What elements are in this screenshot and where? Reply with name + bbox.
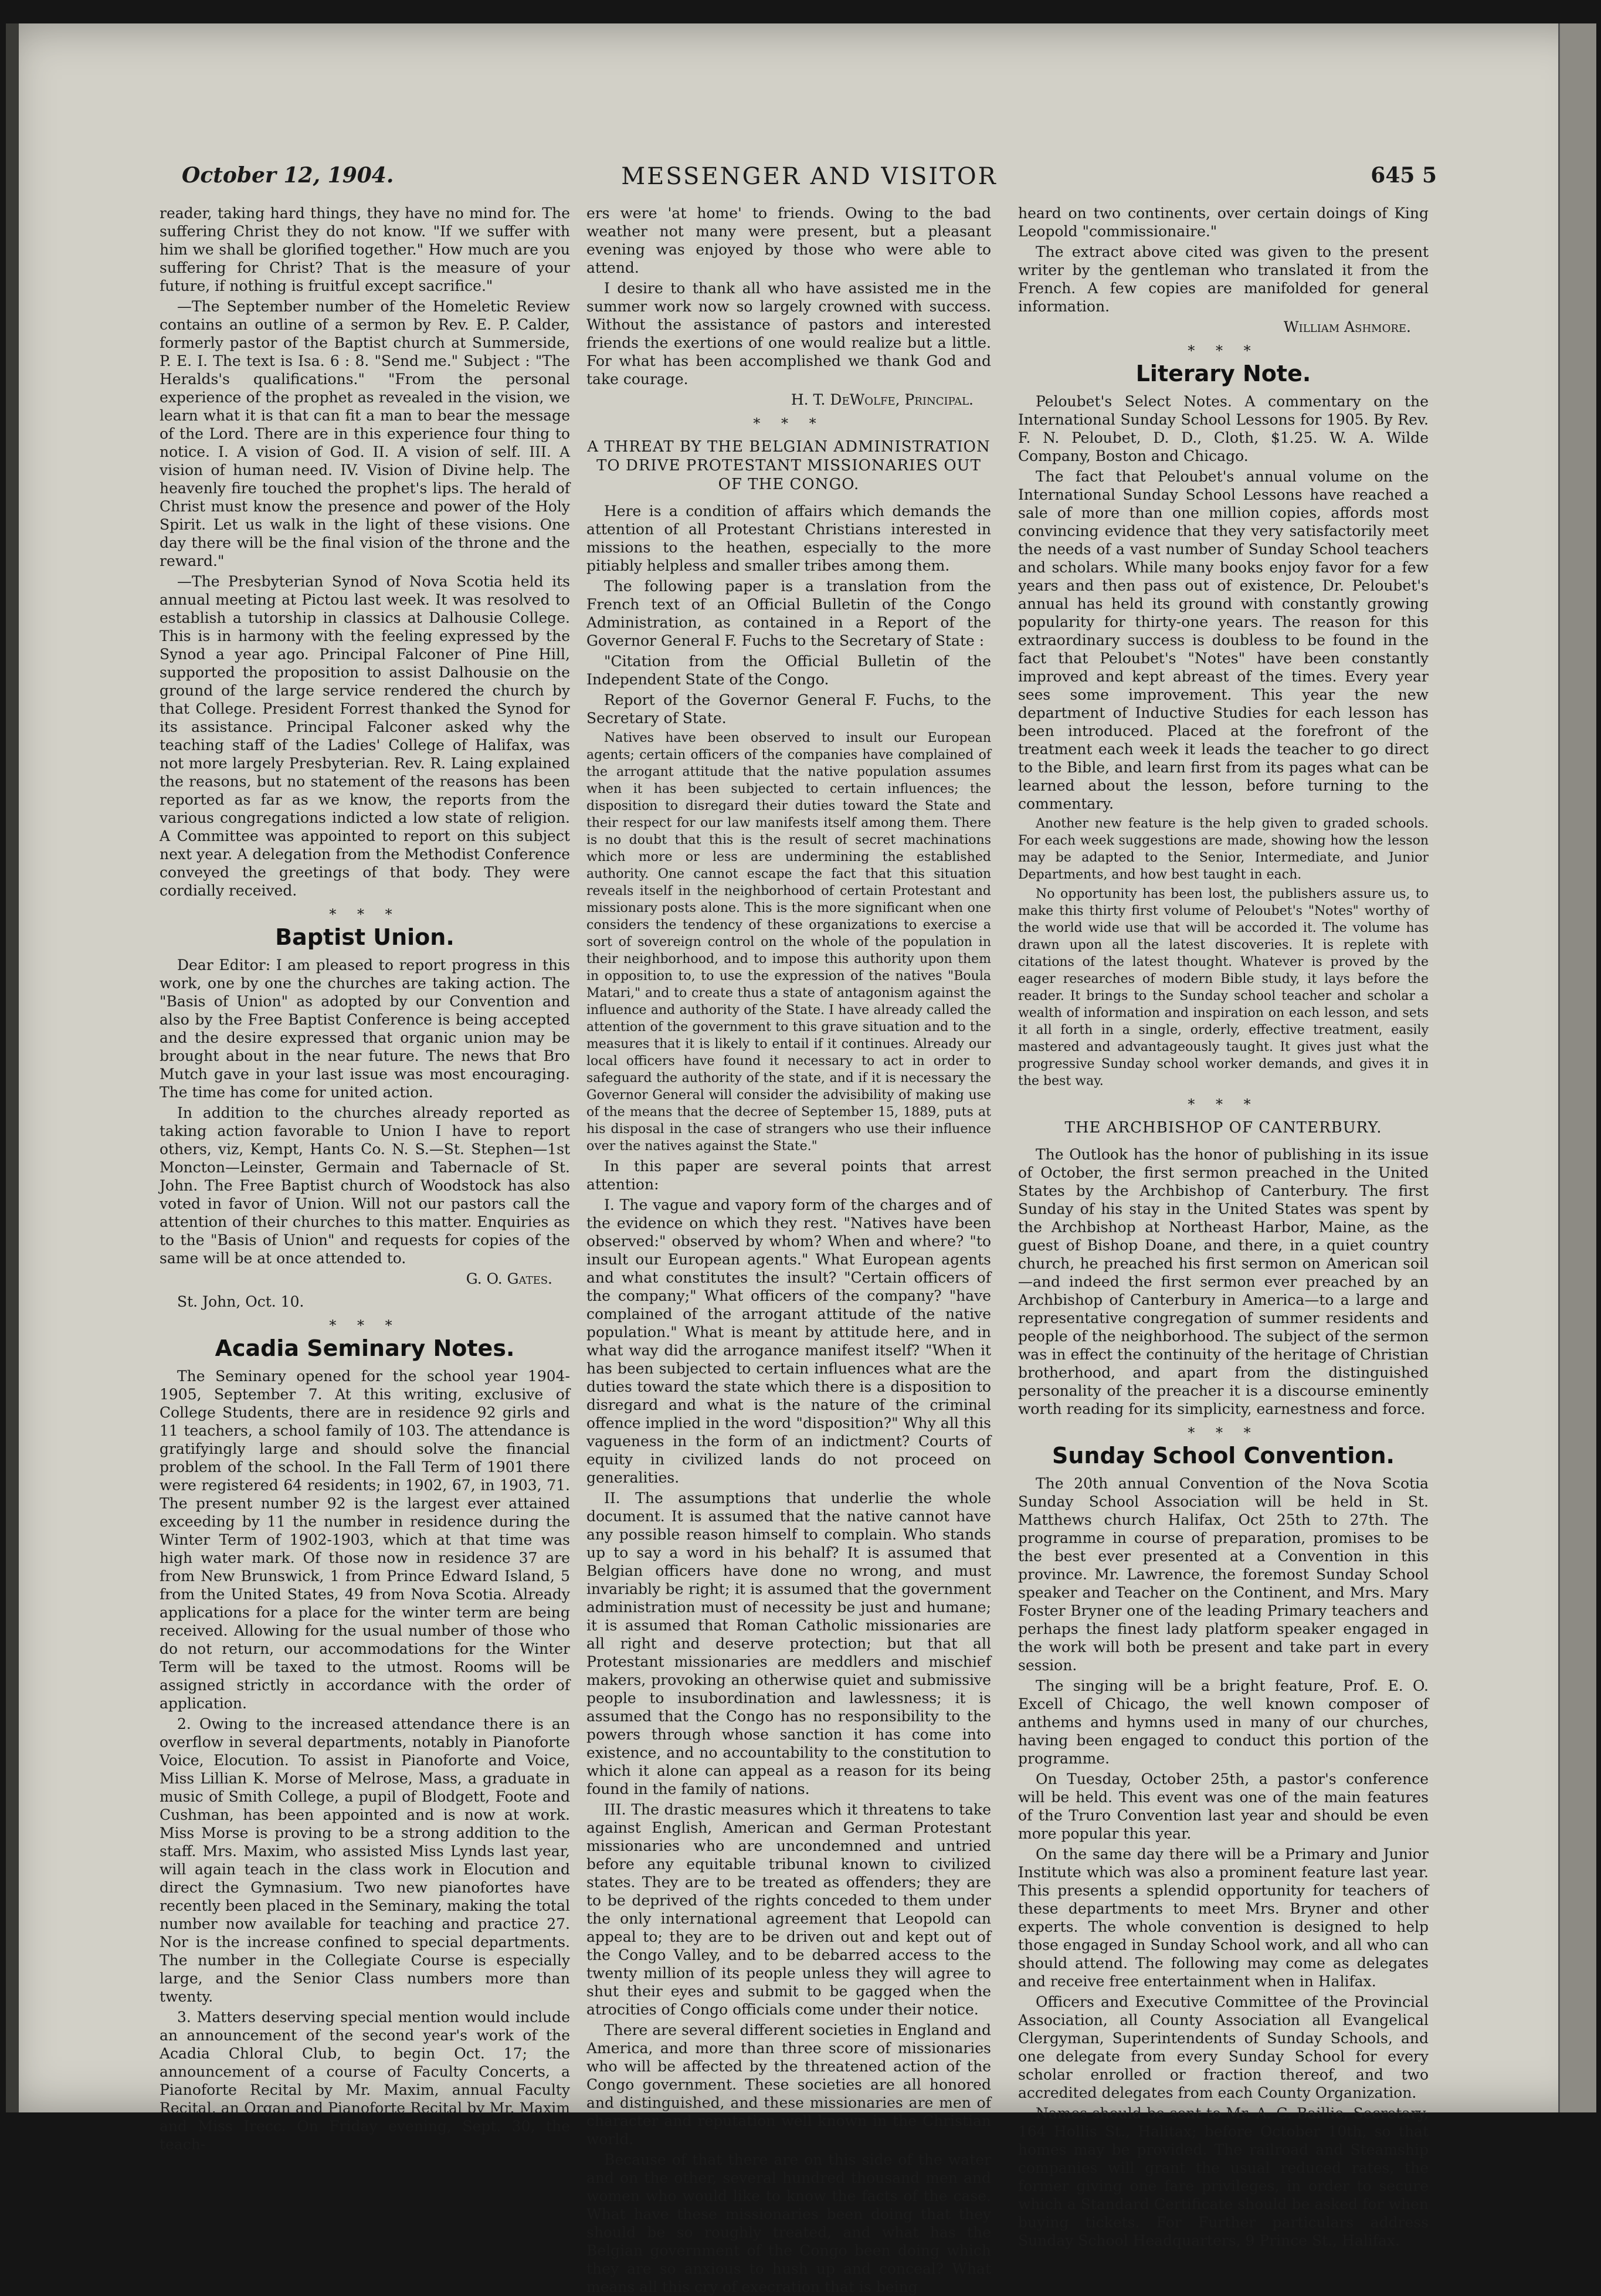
paragraph: —The September number of the Homeletic Review contains an outline of a sermon by Rev. E. P. Calder, formerly pastor of the Baptist church at Summerside, P. E. I. The text is Isa. 6 : 8. "Send me." Subject : "The Heralds's qualifications." "From the personal experience of the prophet as revealed in the vision, we learn what it is that can fit a man to bear the message of the Lord. There are in this experience four thing to notice. I. A vision of God. II. A vision of self. III. A vision of human need. IV. Vision of Divine help. The heavenly fire touched the prophet's lips. The herald of Christ must know the presence and power of the Holy Spirit. Let us walk in the light of these visions. One day there will be the final vision of the throne and the reward." [160, 298, 570, 569]
paragraph: On Tuesday, October 25th, a pastor's conference will be held. This event was one of the main features of the Truro Convention last year and should be even more popular this year. [1018, 1771, 1429, 1842]
paragraph: No opportunity has been lost, the publishers assure us, to make this thirty first volume of Peloubet's "Notes" worthy of the world wide use that will be accorded it. The volume has drawn upon all the latest discoveries. It is replete with citations of the latest thought. Whatever is proved by the eager researches of modern Bible study, it lays before the reader. It brings to the Sunday school teacher and scholar a wealth of information and inspiration on each lesson, and sets it all forth in a single, orderly, effective treatment, easily mastered and advantageously taught. It gives just what the progressive Sunday school worker demands, and gives it in the best way. [1018, 887, 1429, 1088]
paragraph: The singing will be a bright feature, Prof. E. O. Excell of Chicago, the well known composer of anthems and hymns used in many of our churches, having been engaged to conduct this portion of the programme. [1018, 1677, 1429, 1767]
page-number: 645 5 [1371, 163, 1437, 188]
paragraph: reader, taking hard things, they have no mind for. The suffering Christ they do not know. "If we suffer with him we shall be glorified together." How much are you suffering for Christ? That is the measure of your future, if nothing is fruitful except sacrifice." [160, 205, 570, 294]
paragraph: In this paper are several points that arrest attention: [586, 1158, 991, 1193]
paragraph: In addition to the churches already reported as taking action favorable to Union I have to report others, viz, Kempt, Hants Co. N. S.—St. Stephen—1st Moncton—Leinster, Germain and Tabernacle of St. John. The Free Baptist church of Woodstock has also voted in favor of Union. Will not our pastors call the attention of their churches to this matter. Enquiries as to the "Basis of Union" and requests for copies of the same will be at once attended to. [160, 1104, 570, 1267]
paragraph: Peloubet's Select Notes. A commentary on the International Sunday School Lessons for 1905. By Rev. F. N. Peloubet, D. D., Cloth, $1.25. W. A. Wilde Company, Boston and Chicago. [1018, 393, 1429, 464]
heading-belgian-threat: A THREAT BY THE BELGIAN ADMINISTRATION TO DRIVE PROTESTANT MISSIONARIES OUT OF THE CONGO. [587, 438, 991, 493]
paragraph: III. The drastic measures which it threatens to take against English, American and German Protestant missionaries who are uncondemned and untried before any equitable tribunal known to civilized states. They are to be treated as offenders; they are to be deprived of the rights conceded to them under the only international agreement that Leopold can appeal to; they are to be driven out and kept out of the Congo Valley, and to be debarred access to the twenty million of its people unless they will agree to shut their eyes and submit to be gagged when the atrocities of Congo officials come under their notice. [586, 1801, 991, 2018]
paragraph: 2. Owing to the increased attendance there is an overflow in several departments, notably in Pianoforte Voice, Elocution. To assist in Pianoforte and Voice, Miss Lillian K. Morse of Melrose, Mass, a graduate in music of Smith College, a pupil of Blodgett, Foote and Cushman, has been appointed and is now at work. Miss Morse is proving to be a strong addition to the staff. Mrs. Maxim, who assisted Miss Lynds last year, will again teach in the class work in Elocution and direct the Gymnasium. Two new pianofortes have recently been placed in the Seminary, making the total number now available for teaching and practice 27. Nor is the increase confined to special departments. The number in the Collegiate Course is especially large, and the Senior Class numbers more than twenty. [160, 1715, 570, 2005]
paragraph: The Outlook has the honor of publishing in its issue of October, the first sermon preached in the United States by the Archbishop of Canterbury. The first Sunday of his stay in the United States was spent by the Archbishop at Northeast Harbor, Maine, as the guest of Bishop Doane, and there, in a quiet country church, he preached his first sermon on American soil—and indeed the first sermon ever preached by an Archbishop of Canterbury in America—to a large and representative congregation of summer residents and people of the neighborhood. The subject of the sermon was in effect the continuity of the heritage of Christian brotherhood, and apart from the distinguished personality of the preacher it is a discourse eminently worth reading for its simplicity, earnestness and force. [1018, 1146, 1429, 1417]
paragraph: The Seminary opened for the school year 1904-1905, September 7. At this writing, exclusive of College Students, there are in residence 92 girls and 11 teachers, a school family of 103. The attendance is gratifyingly large and should solve the financial problem of the school. In the Fall Term of 1901 there were registered 64 residents; in 1902, 67, in 1903, 71. The present number 92 is the largest ever attained exceeding by 11 the number in residence during the Winter Term of 1902-1903, which at that time was high water mark. Of those now in residence 37 are from New Brunswick, 1 from Prince Edward Island, 5 from the United States, 49 from Nova Scotia. Already applications for a place for the winter term are being received. Allowing for the usual number of those who do not return, our accommodations for the Winter Term will be taxed to the utmost. Rooms will be assigned strictly in accordance with the order of application. [160, 1368, 570, 1712]
column-3 [1018, 204, 1429, 2249]
paragraph: 3. Matters deserving special mention would include an announcement of the second year's work of the Acadia Chloral Club, to begin Oct. 17; the announcement of a course of Faculty Concerts, a Pianoforte Recital by Mr. Maxim, annual Faculty Recital, an Organ and Pianoforte Recital by Mr. Maxim and Miss Irecc. On Friday evening, Sept. 30, the teach- [160, 2009, 570, 2153]
heading-literary-note: Literary Note. [1135, 361, 1311, 386]
paragraph: heard on two continents, over certain doings of King Leopold "commissionaire." [1018, 205, 1429, 240]
signature: H. T. DeWolfe, Principal. [791, 391, 974, 408]
quote: Report of the Governor General F. Fuchs, to the Secretary of State. [586, 691, 991, 727]
separator: * * * [1188, 1425, 1259, 1441]
separator: * * * [329, 906, 401, 923]
heading-sunday-school-convention: Sunday School Convention. [1052, 1443, 1395, 1469]
newspaper-page [6, 23, 1596, 2295]
heading-archbishop: THE ARCHBISHOP OF CANTERBURY. [1064, 1119, 1382, 1137]
paragraph: II. The assumptions that underlie the whole document. It is assumed that the native cannot have any possible reason himself to complain. Who stands up to say a word in his behalf? It is assumed that Belgian officers have done no wrong, and must invariably be right; it is assumed that the government administration must of necessity be just and humane; it is assumed that Roman Catholic missionaries are all right and deserve protection; but that all Protestant missionaries are meddlers and mischief makers, provoking an otherwise quiet and submissive people to insubordination and lawlessness; it is assumed that the Congo has no responsibility to the powers through whose sanction it has come into existence, and no accountability to the constitution to which it alone can appeal as a reason for its being found in the family of nations. [586, 1490, 991, 1798]
paragraph: The extract above cited was given to the present writer by the gentleman who translated it from the French. A few copies are manifolded for general information. [1018, 243, 1429, 315]
paragraph: The 20th annual Convention of the Nova Scotia Sunday School Association will be held in St. Matthews church Halifax, Oct 25th to 27th. The programme in course of preparation, promises to be the best ever presented at a Convention in this province. Mr. Lawrence, the foremost Sunday School speaker and Teacher on the Continent, and Mrs. Mary Foster Bryner one of the leading Primary teachers and perhaps the finest lady platform speaker engaged in the work will both be present and take part in every session. [1018, 1475, 1429, 1674]
signature: G. O. Gates. [466, 1270, 552, 1287]
separator: * * * [329, 1317, 401, 1334]
paragraph: Names should be sent to Mr. A. C. Baillie, Secretary, 164 Hollis St., Halitax; before October 10th, so that homes may be provided. The railroad and Steamship companies will grant the usual reduced rates, the former giving one fare privileges, in order to secure which a Standard Certificate should be asked for when buying tickets. For Further particulars address Sunday School Headquarters, 9 Prince St., Halifax. [1018, 2105, 1429, 2249]
scan-edge-right [1558, 23, 1596, 2112]
paragraph: Officers and Executive Committee of the Provincial Association, all County Association all Evangelical Clergyman, Superintendents of Sunday Schools, and one delegate from every Sunday School for every scholar enrolled or fraction thereof, and two accredited delegates from each County Organization. [1018, 1993, 1429, 2101]
quote: Natives have been observed to insult our European agents; certain officers of the companies have complained of the arrogant attitude that the native population assumes when it has been subjected to certain influences; the disposition to disregard their duties toward the State and their respect for our law manifests itself among them. There is no doubt that this is the result of secret machinations which more or less are undermining the established authority. One cannot escape the fact that this situation reveals itself in the neighborhood of certain Protestant and missionary posts alone. This is the more significant when one considers the tendency of these organizations to exercise a sort of sovereign control on the whole of the population in their neighborhood, and to impose this authority upon them in opposition to, to use the expression of the natives "Boula Matari," and to create thus a state of antagonism against the influence and authority of the State. I have already called the attention of the government to this grave situation and to the measures that it is likely to entail if it continues. Already our local officers have found it necessary to act in order to safeguard the authority of the state, and if it is necessary the Governor General will consider the advisibility of making use of the means that the decree of September 15, 1889, puts at his disposal in the case of strangers who use their influence over the natives against the State." [586, 731, 991, 1154]
separator: * * * [753, 415, 825, 432]
heading-acadia-seminary: Acadia Seminary Notes. [215, 1335, 515, 1361]
column-1 [160, 204, 570, 2153]
heading-baptist-union: Baptist Union. [275, 924, 454, 950]
paragraph: Because of that there are on this side of the water and on the other, several hundred thousand men and women who would like to know the facts of the case. What have these missionaries been doing that they should be so roughly treated, and what has the Belgian government of the Congo been doing which they are so anxious to hush up and conceal? What means all this cry of execration that is being [586, 2151, 991, 2295]
paragraph: On the same day there will be a Primary and Junior Institute which was also a prominent feature last year. This presents a splendid opportunity for teachers of these departments to meet Mrs. Bryner and other experts. The whole convention is designed to help those engaged in Sunday School work, and all who can should attend. The following may come as delegates and receive free entertainment when in Halifax. [1018, 1846, 1429, 1990]
paragraph: ers were 'at home' to friends. Owing to the bad weather not many were present, but a pleasant evening was enjoyed by those who were able to attend. [586, 205, 991, 276]
separator: * * * [1188, 1096, 1259, 1113]
paragraph: Another new feature is the help given to graded schools. For each week suggestions are made, showing how the lesson may be adapted to the Senior, Intermediate, and Junior Departments, and how best taught in each. [1018, 816, 1429, 882]
masthead [182, 163, 1437, 204]
paragraph: The following paper is a translation from the French text of an Official Bulletin of the Congo Administration, as contained in a Report of the Governor General F. Fuchs to the Secretary of State : [586, 578, 991, 649]
paragraph: Dear Editor: I am pleased to report progress in this work, one by one the churches are taking action. The "Basis of Union" as adopted by our Convention and also by the Free Baptist Conference is being accepted and the desire expressed that organic union may be brought about in the near future. The news that Bro Mutch gave in your last issue was most encouraging. The time has come for united action. [160, 957, 570, 1101]
dateline: St. John, Oct. 10. [177, 1293, 304, 1310]
paragraph: I. The vague and vapory form of the charges and of the evidence on which they rest. "Natives have been observed:" observed by whom? When and where? "to insult our European agents." What European agents and what constitutes the insult? "Certain officers of the company;" What officers of the company? "have complained of the arrogant attitude of the native population." What is meant by attitude here, and in what way did the arrogance manifest itself? "When it has been subjected to certain influences what are the duties toward the state which there is a disposition to disregard and what is the nature of the criminal offence implied in the word "disposition?" Why all this vagueness in the form of an indictment? Courts of equity in civilized lands do not proceed on generalities. [586, 1196, 991, 1486]
separator: * * * [1188, 342, 1259, 359]
issue-date: October 12, 1904. [182, 163, 394, 188]
newspaper-title: MESSENGER AND VISITOR [621, 163, 998, 190]
paragraph: Here is a condition of affairs which demands the attention of all Protestant Christians interested in missions to the heathen, especially to the more pitiably helpless and smaller tribes among them. [586, 503, 991, 574]
paragraph: I desire to thank all who have assisted me in the summer work now so largely crowned with success. Without the assistance of pastors and interested friends the exertions of one would realize but a little. For what has been accomplished we thank God and take courage. [586, 280, 991, 388]
paragraph: There are several different societies in England and America, and more than three score of missionaries who will be affected by the threatened action of the Congo government. These societies are all honored and distinguished, and these missionaries are men of character and reputation well known in the Christian world. [586, 2022, 991, 2148]
paragraph: The fact that Peloubet's annual volume on the International Sunday School Lessons have reached a sale of more than one million copies, affords most convincing evidence that they very satisfactorily meet the needs of a vast number of Sunday School teachers and scholars. While many books enjoy favor for a few years and then pass out of existence, Dr. Peloubet's annual has held its ground with constantly growing popularity for thirty-one years. The reason for this extraordinary success is doubless to be found in the fact that Peloubet's "Notes" have been constantly improved and kept abreast of the times. Every year sees some improvement. This year the new department of Inductive Studies for each lesson has been introduced. Placed at the forefront of the treatment each week it leads the teacher to go direct to the Bible, and learn first from its pages what can be learned about the lesson, before turning to the commentary. [1018, 468, 1429, 812]
scan-edge-left [6, 23, 19, 2112]
column-2 [586, 204, 991, 2295]
quote: "Citation from the Official Bulletin of the Independent State of the Congo. [586, 653, 991, 688]
paragraph: —The Presbyterian Synod of Nova Scotia held its annual meeting at Pictou last week. It was resolved to establish a tutorship in classics at Dalhousie College. This is in harmony with the feeling expressed by the Synod a year ago. Principal Falconer of Pine Hill, supported the proposition to assist Dalhousie on the ground of the large service rendered the church by that College. President Forrest thanked the Synod for its assistance. Principal Falconer asked why the teaching staff of the Ladies' College of Halifax, was not more largely Presbyterian. Rev. R. Laing explained the reasons, but no statement of the reasons has been reported as far as we know, the reports from the various congregations indicted a low state of religion. A Committee was appointed to report on this subject next year. A delegation from the Methodist Conference conveyed the greetings of that body. They were cordially received. [160, 573, 570, 899]
signature: William Ashmore. [1283, 318, 1411, 335]
